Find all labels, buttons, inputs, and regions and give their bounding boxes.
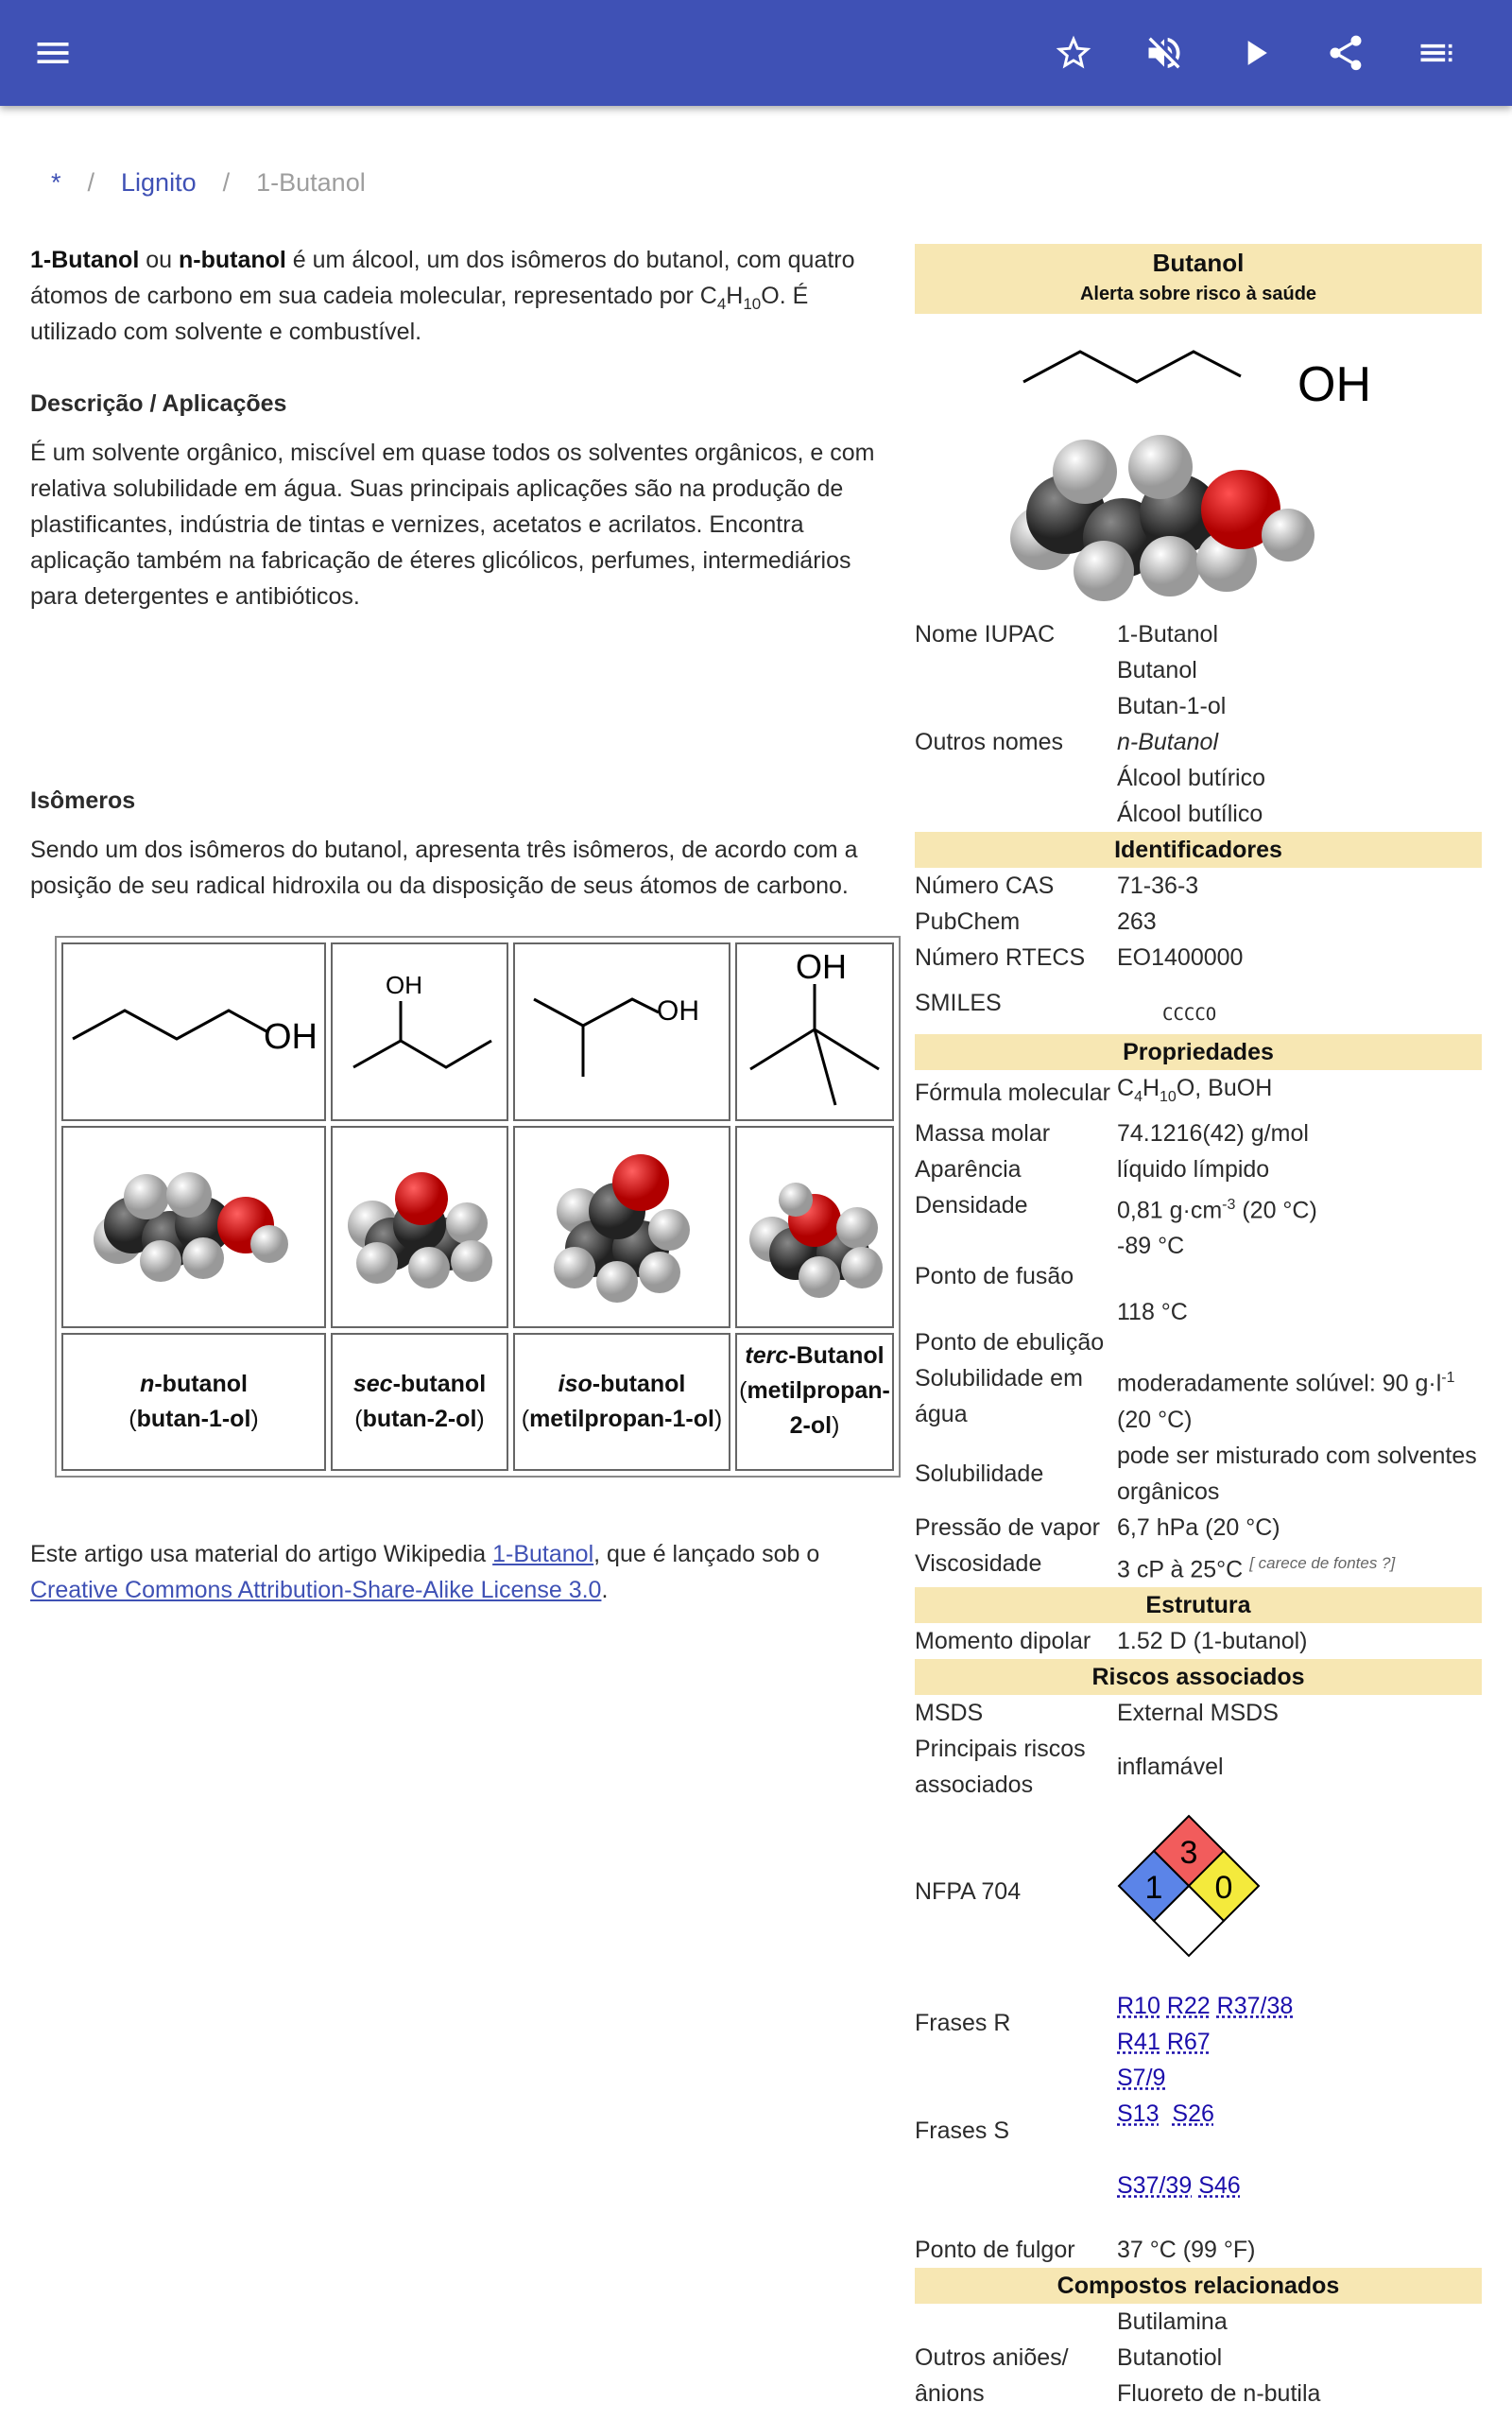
formula-part: H	[1142, 1075, 1160, 1101]
isomer-name: -butanol	[592, 1371, 686, 1397]
term-1-butanol: 1-Butanol	[30, 247, 140, 273]
section-header-risks: Riscos associados	[915, 1659, 1482, 1695]
formula-part: O, BuOH	[1176, 1075, 1273, 1101]
infobox-title: Butanol	[1152, 249, 1245, 277]
pubchem-row	[915, 904, 1482, 940]
field-value: inflamável	[1117, 1753, 1224, 1780]
field-label: Frases R	[915, 2009, 1011, 2036]
isomer-prefix: terc	[745, 1342, 789, 1369]
field-value: Butanotiol	[1117, 2343, 1223, 2371]
field-value: 1.52 D (1-butanol)	[1117, 1627, 1308, 1654]
section-header-identifiers: Identificadores	[915, 832, 1482, 868]
field-label: Frases S	[915, 2117, 1010, 2144]
formula-sub: 10	[1160, 1089, 1177, 1105]
space-filling-terc-butanol	[735, 1126, 894, 1328]
density-value	[1117, 1187, 1482, 1228]
viscosity-value	[1117, 1546, 1482, 1587]
field-value: 3 cP à 25°C	[1117, 1555, 1244, 1582]
structure-n-butanol	[61, 942, 326, 1121]
breadcrumb-separator: /	[222, 168, 231, 197]
section-header-structure: Estrutura	[915, 1587, 1482, 1623]
molecule-model-image	[335, 1150, 505, 1301]
s-phrase-link[interactable]: S37/39	[1117, 2171, 1193, 2199]
section-header-related: Compostos relacionados	[915, 2268, 1482, 2304]
water-solubility-row	[915, 1360, 1482, 1437]
vapor-pressure-row	[915, 1510, 1482, 1546]
field-value: Butilamina	[1117, 2308, 1228, 2335]
boiling-point-row	[915, 1294, 1482, 1360]
nfpa-diamond	[1117, 1814, 1482, 1968]
play-icon	[1234, 32, 1276, 74]
isomers-table	[55, 936, 901, 1478]
s-phrase-link[interactable]: S13	[1117, 2100, 1160, 2127]
field-label: Fórmula molecular	[915, 1080, 1111, 1106]
iupac-row	[915, 616, 1482, 724]
field-value: 37 °C (99 °F)	[1117, 2236, 1256, 2263]
share-button[interactable]	[1314, 21, 1378, 85]
s-phrase-link[interactable]: S46	[1198, 2171, 1241, 2199]
isomer-iupac: metilpropan-1-ol	[529, 1406, 714, 1432]
license-footer	[30, 1536, 890, 1608]
r-phrases-values	[1117, 1988, 1482, 2060]
space-filling-iso-butanol	[513, 1126, 730, 1328]
main-risks-row	[915, 1731, 1482, 1803]
infobox-header	[915, 244, 1482, 314]
intro-paragraph	[30, 242, 890, 350]
mute-button[interactable]	[1132, 21, 1196, 85]
r-phrase-link[interactable]: R41	[1117, 2028, 1160, 2055]
term-n-butanol: n-butanol	[178, 247, 286, 273]
menu-icon	[32, 32, 74, 74]
skeletal-formula-image	[63, 944, 324, 1115]
isomers-paragraph: Sendo um dos isômeros do butanol, apresenta três isômeros, de acordo com a posição de seu radical hidroxila ou da disposição de seus átomos de carbono.	[30, 837, 858, 899]
field-label: NFPA 704	[915, 1877, 1022, 1905]
volume-off-icon	[1143, 32, 1185, 74]
dipole-row	[915, 1623, 1482, 1659]
intro-text: H	[726, 283, 744, 309]
field-label: Número RTECS	[915, 944, 1086, 971]
appearance-row	[915, 1151, 1482, 1187]
field-label: Densidade	[915, 1192, 1028, 1219]
molecule-model-image	[739, 1145, 890, 1305]
footer-text: Este artigo usa material do artigo Wikipedia	[30, 1541, 493, 1567]
field-label: Ponto de ebulição	[915, 1329, 1105, 1357]
menu-button[interactable]	[21, 21, 85, 85]
field-label: Número CAS	[915, 873, 1055, 899]
field-value: 0,81 g·cm	[1117, 1197, 1223, 1224]
field-value: pode ser misturado com solventes orgânicos	[1117, 1442, 1477, 1505]
s-phrases-row	[915, 2060, 1482, 2204]
cas-row	[915, 868, 1482, 904]
field-value: External MSDS	[1117, 1699, 1279, 1726]
structure-terc-butanol	[735, 942, 894, 1121]
field-label: Pressão de vapor	[915, 1513, 1100, 1541]
nfpa-row	[915, 1803, 1482, 1980]
skeletal-formula-image	[915, 316, 1482, 410]
skeletal-formula-image	[333, 944, 507, 1115]
footer-text: .	[601, 1577, 609, 1603]
unit-sup: -1	[1441, 1370, 1455, 1387]
structure-sec-butanol	[331, 942, 508, 1121]
solubility-row	[915, 1438, 1482, 1510]
field-label: Ponto de fulgor	[915, 2236, 1075, 2263]
field-value: 74.1216(42) g/mol	[1117, 1120, 1309, 1147]
formula-row	[915, 1070, 1482, 1115]
infobox-images	[915, 314, 1482, 616]
field-label: Principais riscos associados	[915, 1735, 1086, 1798]
breadcrumb	[51, 168, 366, 198]
oh-label: OH	[657, 995, 699, 1027]
wikipedia-article-link[interactable]: 1-Butanol	[492, 1541, 594, 1567]
skeletal-formula-image	[515, 944, 729, 1115]
field-value: -89 °C	[1117, 1233, 1185, 1260]
field-label: Solubilidade em água	[915, 1365, 1083, 1428]
citation-needed-note[interactable]: [ carece de fontes ?]	[1249, 1553, 1396, 1572]
field-value: 6,7 hPa (20 °C)	[1117, 1513, 1280, 1541]
nfpa-reactivity: 0	[1214, 1870, 1233, 1907]
isomer-name: -Butanol	[788, 1342, 885, 1369]
oh-label: OH	[1297, 357, 1371, 410]
section-heading-isomers: Isômeros	[30, 787, 136, 814]
share-icon	[1325, 32, 1366, 74]
isomer-prefix: n	[140, 1371, 155, 1397]
intro-text: é um álcool, um dos isômeros do butanol, com quatro átomos de carbono em sua cadeia molecular, representado por C	[30, 247, 855, 309]
field-value: 118 °C	[1117, 1299, 1188, 1326]
license-link[interactable]: Creative Commons Attribution-Share-Alike License 3.0	[30, 1577, 602, 1603]
field-value: 71-36-3	[1117, 873, 1199, 899]
field-label: Outros aniões/ ânions	[915, 2343, 1069, 2407]
field-value: 263	[1117, 908, 1157, 935]
viscosity-row	[915, 1546, 1482, 1587]
isomer-name: -butanol	[154, 1371, 248, 1397]
field-value: (20 °C)	[1117, 1406, 1193, 1433]
melting-point-row	[915, 1228, 1482, 1294]
anions-values	[1117, 2304, 1482, 2411]
isomer-name-iso: iso-butanol (metilpropan-1-ol)	[513, 1333, 730, 1471]
oh-label: OH	[264, 1017, 318, 1057]
isomer-name-terc: terc-Butanol (metilpropan-2-ol)	[735, 1333, 894, 1471]
isomer-name: -butanol	[392, 1371, 487, 1397]
formula-part: C	[1117, 1075, 1135, 1101]
intro-or: ou	[139, 247, 179, 273]
field-label: Massa molar	[915, 1120, 1051, 1147]
infobox-subtitle: Alerta sobre risco à saúde	[1079, 284, 1317, 304]
intro-text: O. É utilizado com solvente e combustível.	[30, 283, 809, 345]
molecule-model-image	[80, 1150, 307, 1301]
section-heading-description: Descrição / Aplicações	[30, 390, 287, 417]
oh-label: OH	[386, 971, 422, 999]
field-label: Solubilidade	[915, 1460, 1044, 1487]
molar-mass-row	[915, 1115, 1482, 1151]
field-value: Fluoreto de n-butila	[1117, 2379, 1321, 2407]
isomer-iupac: metilpropan-2-ol	[747, 1377, 890, 1439]
s-phrase-link[interactable]: S26	[1172, 2100, 1214, 2127]
field-value: líquido límpido	[1117, 1156, 1270, 1183]
play-button[interactable]	[1223, 21, 1287, 85]
isomer-name-sec: sec-butanol (butan-2-ol)	[331, 1333, 508, 1471]
structure-iso-butanol	[513, 942, 730, 1121]
r-phrase-link[interactable]: R22	[1166, 1992, 1211, 2019]
toc-button[interactable]	[1404, 21, 1469, 85]
molecule-model-image	[518, 1140, 726, 1310]
field-value: EO1400000	[1117, 944, 1244, 971]
app-bar	[0, 0, 1512, 106]
r-phrase-link[interactable]: R67	[1166, 2028, 1211, 2055]
field-label: Viscosidade	[915, 1549, 1042, 1577]
infobox	[915, 244, 1482, 2411]
field-value: Álcool butírico	[1117, 765, 1266, 791]
space-filling-n-butanol	[61, 1126, 326, 1328]
field-label: SMILES	[915, 990, 1002, 1016]
field-value: Álcool butílico	[1117, 801, 1263, 827]
flash-point-row	[915, 2232, 1482, 2268]
field-label: Nome IUPAC	[915, 621, 1056, 648]
density-row	[915, 1187, 1482, 1228]
formula-sub: 10	[743, 295, 762, 313]
iupac-values	[1117, 616, 1482, 724]
field-label: Outros nomes	[915, 729, 1064, 755]
bookmark-button[interactable]	[1041, 21, 1106, 85]
nfpa-health: 1	[1144, 1870, 1163, 1907]
formula-sub: 4	[716, 295, 727, 313]
r-phrase-link[interactable]: R10	[1117, 1992, 1160, 2019]
footer-text: , que é lançado sob o	[593, 1541, 820, 1567]
oh-label: OH	[796, 947, 847, 986]
field-label: Momento dipolar	[915, 1627, 1091, 1654]
section-header-properties: Propriedades	[915, 1034, 1482, 1070]
smiles-row	[915, 976, 1482, 1034]
star-icon	[1053, 32, 1094, 74]
breadcrumb-home[interactable]: *	[51, 168, 61, 197]
field-value: Butanol	[1117, 657, 1197, 683]
list-icon	[1416, 32, 1457, 74]
isomer-iupac: butan-1-ol	[136, 1406, 251, 1432]
isomer-prefix: sec	[352, 1371, 393, 1397]
nfpa-flammability: 3	[1179, 1835, 1198, 1872]
r-phrase-link[interactable]: R37/38	[1216, 1992, 1294, 2019]
other-names-values	[1117, 724, 1482, 832]
field-label: PubChem	[915, 908, 1021, 935]
description-paragraph: É um solvente orgânico, miscível em quase todos os solventes orgânicos, e com relativa solubilidade em água. Suas principais aplicações são na produção de plastificantes, indústria de tintas e vernizes, acetatos e acrilatos. Encontra aplicação também na fabricação de éteres glicólicos, perfumes, intermediários para detergentes e antibióticos.	[30, 440, 875, 610]
nfpa-diamond-icon	[1117, 1814, 1261, 1958]
field-value: CCCCO	[1162, 1004, 1217, 1025]
field-value: moderadamente solúvel: 90 g·l	[1117, 1370, 1442, 1397]
space-filling-sec-butanol	[331, 1126, 508, 1328]
isomer-prefix: iso	[558, 1371, 593, 1397]
water-solubility-value	[1117, 1360, 1482, 1437]
other-names-row	[915, 724, 1482, 832]
isomer-name-n: n-butanol (butan-1-ol)	[61, 1333, 326, 1471]
rtecs-row	[915, 940, 1482, 976]
s-phrases-values	[1117, 2060, 1482, 2204]
r-phrases-row	[915, 1988, 1482, 2060]
molecule-model-image	[915, 420, 1482, 609]
field-label: Ponto de fusão	[915, 1263, 1074, 1290]
field-value: Butan-1-ol	[1117, 693, 1227, 719]
msds-row	[915, 1695, 1482, 1731]
anions-row	[915, 2304, 1482, 2411]
s-phrase-link[interactable]: S7/9	[1117, 2064, 1166, 2091]
formula-sub: 4	[1134, 1089, 1143, 1105]
field-label: Aparência	[915, 1156, 1022, 1183]
formula-value	[1117, 1070, 1482, 1115]
unit-sup: -3	[1222, 1197, 1236, 1213]
isomer-iupac: butan-2-ol	[362, 1406, 477, 1432]
field-value: (20 °C)	[1235, 1197, 1317, 1224]
field-value: n-Butanol	[1117, 729, 1219, 755]
breadcrumb-separator: /	[87, 168, 95, 197]
field-label: MSDS	[915, 1699, 984, 1726]
field-value: 1-Butanol	[1117, 621, 1219, 648]
breadcrumb-current: 1-Butanol	[256, 168, 366, 197]
breadcrumb-parent[interactable]: Lignito	[121, 168, 197, 197]
skeletal-formula-image	[737, 944, 892, 1115]
